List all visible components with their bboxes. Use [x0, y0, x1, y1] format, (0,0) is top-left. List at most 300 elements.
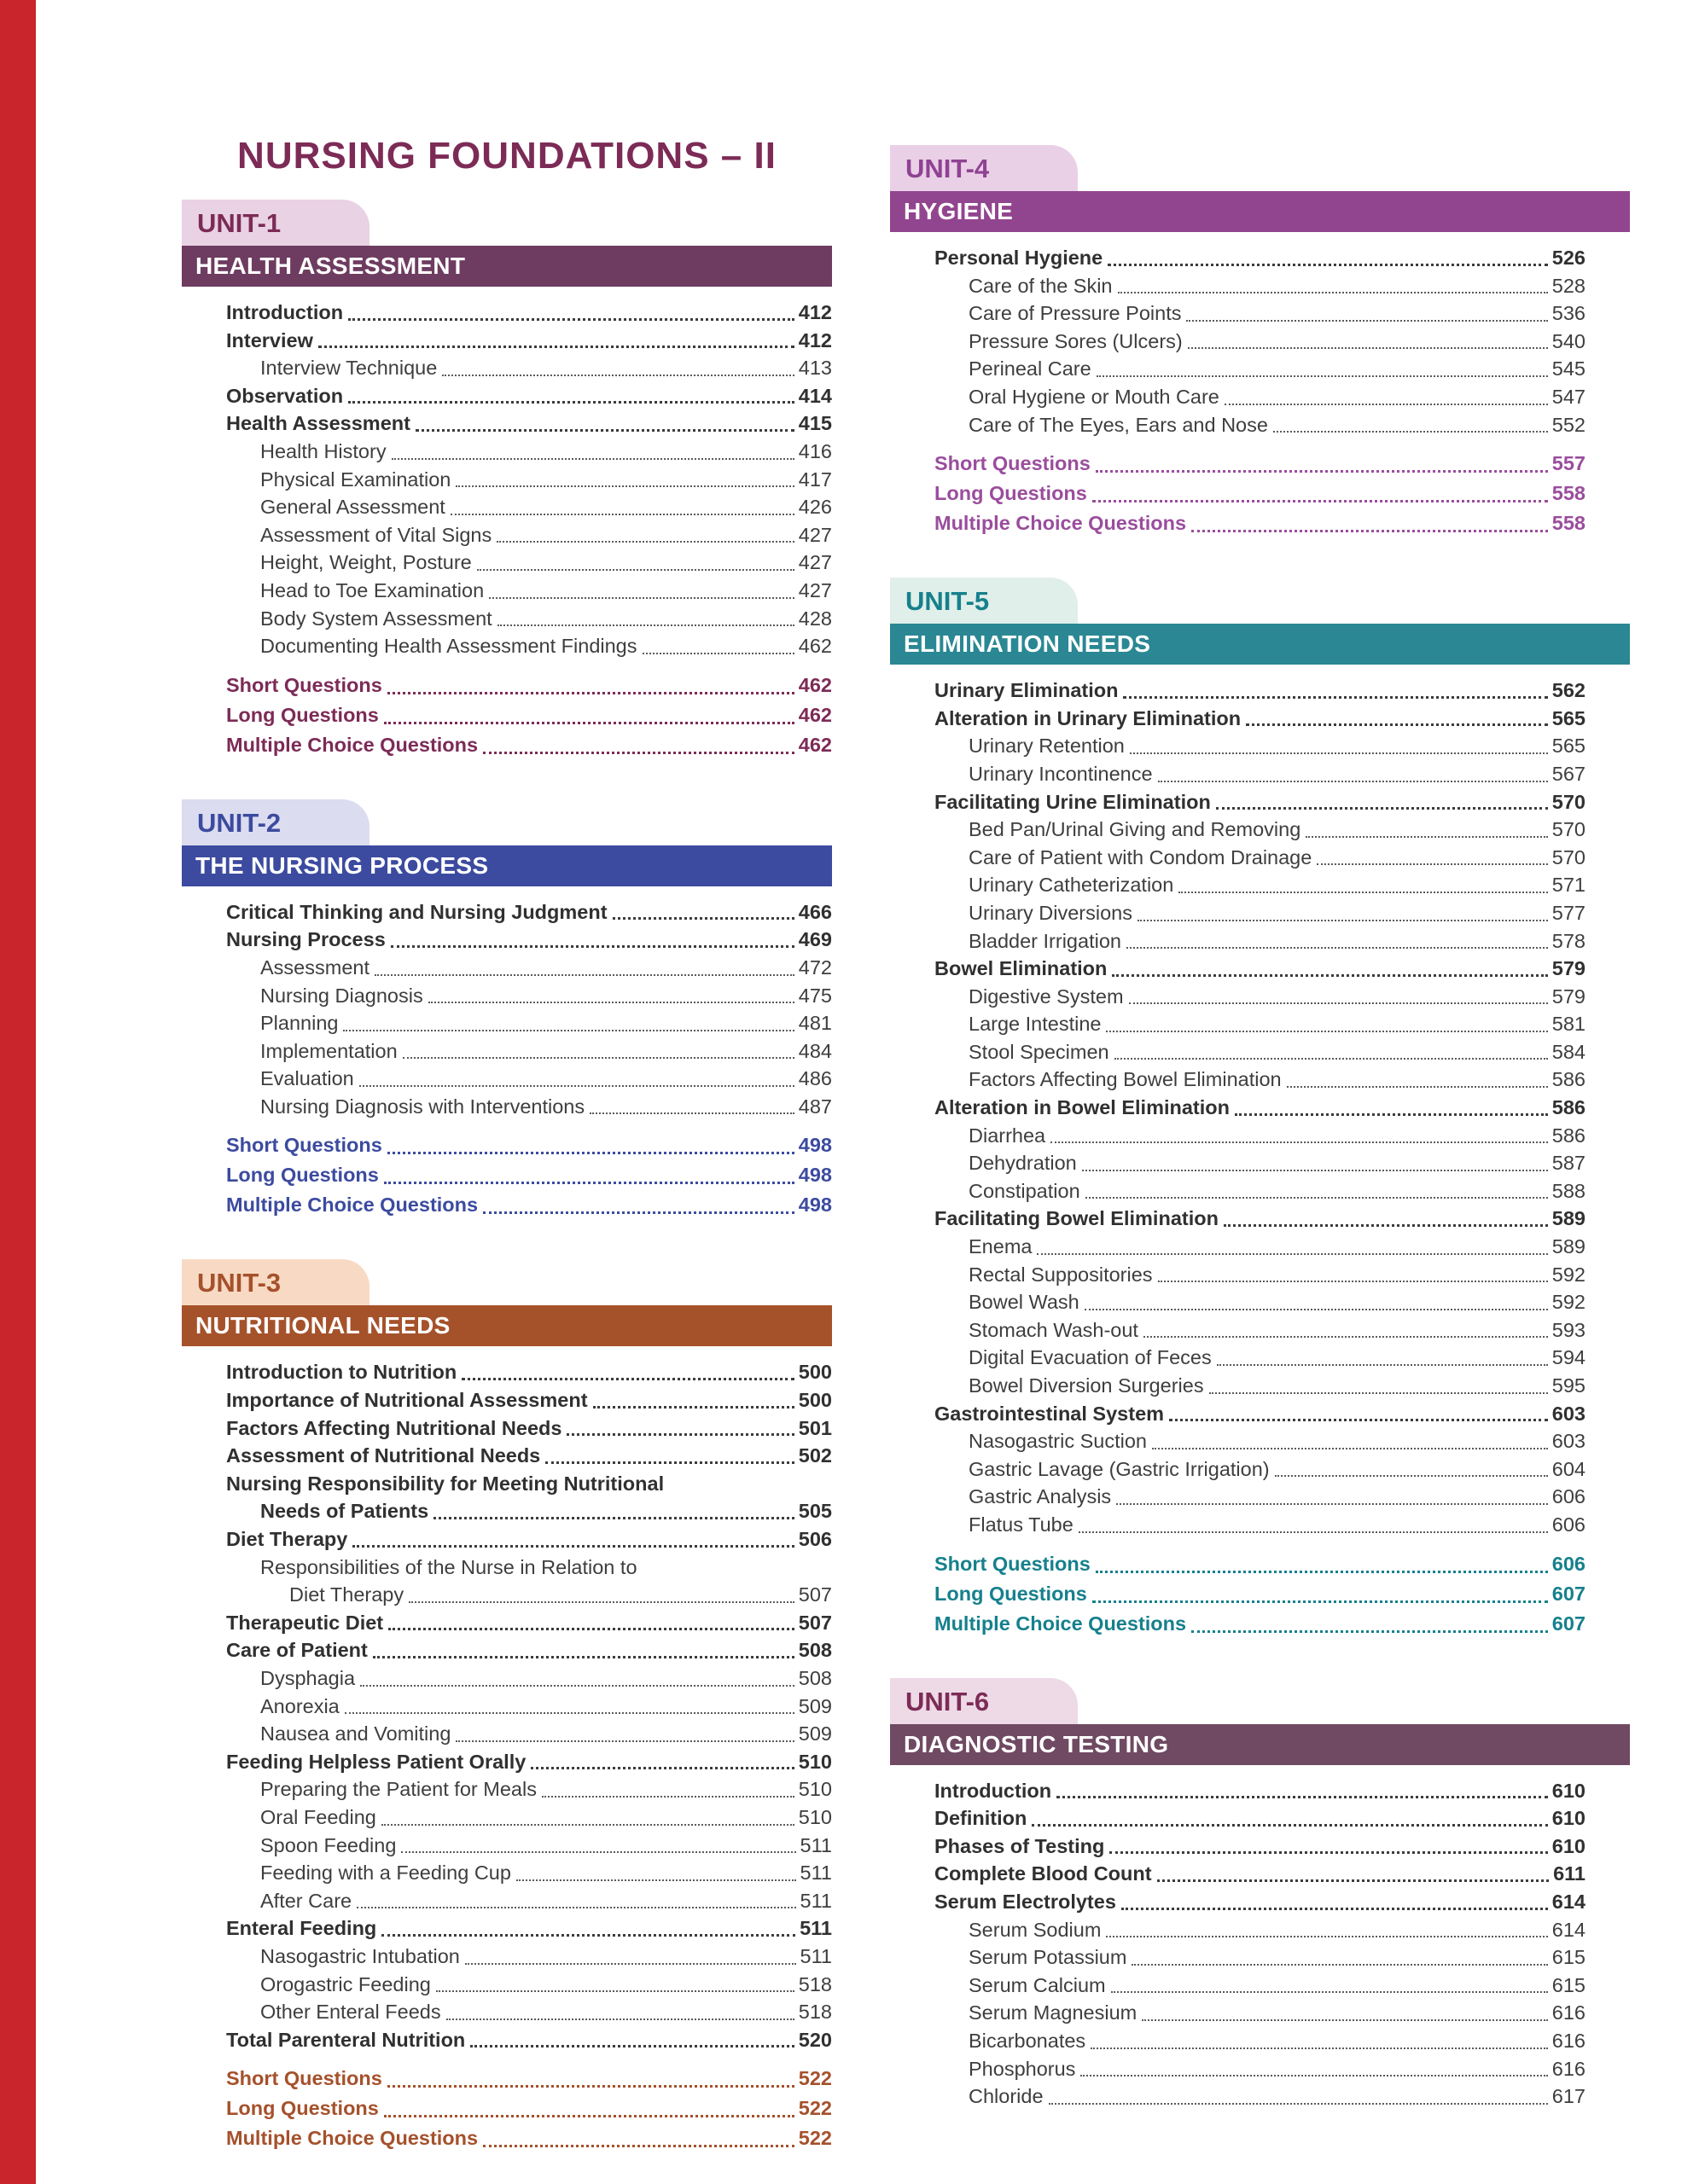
entry-label: Spoon Feeding	[260, 1833, 397, 1856]
page-number: 412	[798, 328, 832, 351]
dotted-leader	[384, 1182, 794, 1184]
dotted-leader	[1306, 836, 1548, 838]
dotted-leader	[1273, 431, 1548, 433]
toc-entry	[182, 1998, 832, 2026]
entry-label: Care of Patient with Condom Drainage	[969, 845, 1312, 868]
entry-label: Oral Feeding	[260, 1805, 376, 1828]
entry-label: Short Questions	[934, 452, 1091, 475]
left-column	[182, 135, 832, 2153]
toc-entry	[890, 1177, 1586, 1205]
page-number: 511	[800, 1889, 832, 1912]
page-number: 427	[798, 578, 832, 601]
page-number: 586	[1551, 1096, 1586, 1119]
dotted-leader	[373, 1656, 794, 1658]
page-number: 413	[798, 357, 832, 380]
page-number: 500	[798, 1389, 832, 1412]
entry-label: Short Questions	[226, 673, 382, 696]
entry-label: Factors Affecting Nutritional Needs	[226, 1416, 562, 1439]
dotted-leader	[1097, 375, 1548, 377]
toc-entry	[182, 954, 832, 982]
page-number: 603	[1551, 1402, 1586, 1425]
toc-entry	[890, 1400, 1586, 1428]
toc-entry	[890, 1010, 1586, 1038]
toc-entry	[890, 1288, 1586, 1316]
unit-section-unit-2	[182, 799, 832, 1221]
dotted-leader	[542, 1796, 794, 1798]
page-number: 565	[1551, 706, 1586, 729]
dotted-leader	[643, 653, 794, 654]
toc-entry	[890, 1261, 1586, 1289]
dotted-leader	[446, 2018, 794, 2020]
toc-question-entry	[182, 700, 832, 730]
unit-entries	[890, 1765, 1630, 2111]
entry-label: Nursing Diagnosis with Interventions	[260, 1095, 585, 1118]
dotted-leader	[1152, 1448, 1548, 1449]
page-number: 510	[798, 1805, 832, 1828]
dotted-leader	[409, 1601, 794, 1603]
page-number: 545	[1551, 357, 1586, 380]
entry-label: Nasogastric Intubation	[260, 1944, 460, 1967]
unit-questions	[182, 1130, 832, 1220]
toc-entry	[182, 1914, 832, 1943]
toc-entry	[182, 898, 832, 926]
page-number: 498	[798, 1194, 832, 1217]
entry-label: Feeding with a Feeding Cup	[260, 1862, 511, 1885]
page-number: 595	[1551, 1374, 1586, 1397]
dotted-leader	[593, 1406, 794, 1409]
toc-entry	[890, 899, 1586, 927]
page-number: 603	[1551, 1430, 1586, 1453]
toc-entry	[182, 1386, 832, 1414]
page-number: 428	[798, 607, 832, 630]
dotted-leader	[451, 514, 794, 515]
page-number: 606	[1551, 1513, 1586, 1536]
page-number: 610	[1551, 1807, 1586, 1830]
dotted-leader	[1225, 404, 1548, 405]
page-number: 475	[798, 984, 832, 1007]
entry-label: Nursing Diagnosis	[260, 984, 423, 1007]
toc-entry	[890, 927, 1586, 956]
entry-label: Oral Hygiene or Mouth Care	[969, 385, 1219, 408]
unit-title-bar: DIAGNOSTIC TESTING	[890, 1724, 1630, 1765]
dotted-leader	[1085, 1197, 1548, 1199]
dotted-leader	[1191, 1630, 1548, 1633]
dotted-leader	[1085, 1309, 1548, 1310]
dotted-leader	[387, 2085, 794, 2088]
toc-entry	[890, 1066, 1586, 1094]
dotted-leader	[489, 597, 794, 599]
page-number: 511	[800, 1862, 832, 1885]
entry-label: Observation	[226, 384, 344, 407]
entry-label: Urinary Catheterization	[969, 874, 1174, 897]
entry-label: Importance of Nutritional Assessment	[226, 1389, 588, 1412]
entry-label: Assessment of Nutritional Needs	[226, 1444, 541, 1467]
toc-entry	[182, 1664, 832, 1693]
toc-entry	[890, 299, 1586, 328]
toc-entry	[890, 2027, 1586, 2055]
page-number: 589	[1551, 1235, 1586, 1258]
page-number: 547	[1551, 385, 1586, 408]
page-number: 606	[1551, 1552, 1586, 1575]
toc-entry	[182, 354, 832, 382]
toc-entry	[890, 871, 1586, 899]
unit-tab: UNIT-5	[890, 578, 1078, 624]
dotted-leader	[1116, 1503, 1548, 1505]
entry-label: Rectal Suppositories	[969, 1263, 1153, 1286]
dotted-leader	[392, 458, 794, 460]
entry-label: Multiple Choice Questions	[934, 512, 1187, 535]
dotted-leader	[483, 2145, 794, 2147]
page-number: 606	[1551, 1485, 1586, 1508]
dotted-leader	[1106, 1936, 1547, 1937]
entry-label: Therapeutic Diet	[226, 1611, 384, 1634]
dotted-leader	[1138, 920, 1548, 921]
right-column	[890, 145, 1630, 2111]
entry-label: Alteration in Bowel Elimination	[934, 1096, 1230, 1119]
toc-entry	[182, 1065, 832, 1093]
page-number: 505	[798, 1500, 832, 1523]
page-number: 592	[1551, 1263, 1586, 1286]
entry-label: Large Intestine	[969, 1013, 1102, 1036]
toc-entry	[890, 788, 1586, 816]
page-number: 511	[800, 1833, 832, 1856]
unit-section-unit-4	[890, 145, 1630, 538]
dotted-leader	[1079, 1531, 1548, 1533]
toc-entry	[182, 1037, 832, 1066]
dotted-leader	[391, 945, 794, 948]
page-number: 487	[798, 1095, 832, 1118]
dotted-leader	[497, 541, 794, 543]
entry-label: Needs of Patients	[260, 1500, 429, 1523]
toc-question-entry	[890, 508, 1586, 538]
entry-label: Serum Electrolytes	[934, 1890, 1116, 1913]
unit-section-unit-3	[182, 1259, 832, 2153]
page-number: 607	[1551, 1582, 1586, 1605]
entry-label: Flatus Tube	[969, 1513, 1074, 1536]
dotted-leader	[1188, 347, 1548, 349]
dotted-leader	[1092, 1600, 1548, 1603]
dotted-leader	[345, 1712, 794, 1714]
toc-entry	[182, 1943, 832, 1971]
toc-entry	[182, 327, 832, 355]
page-number: 615	[1551, 1973, 1586, 1996]
entry-label: Personal Hygiene	[934, 247, 1103, 269]
entry-label: Head to Toe Examination	[260, 578, 485, 601]
page-number: 570	[1551, 818, 1586, 841]
entry-label: Long Questions	[226, 2097, 379, 2120]
dotted-leader	[1080, 2075, 1547, 2077]
dotted-leader	[613, 917, 794, 920]
toc-entry	[890, 1511, 1586, 1539]
unit-entries	[182, 287, 832, 660]
toc-entry	[182, 1887, 832, 1915]
toc-question-entry	[182, 2123, 832, 2153]
page-number: 614	[1551, 1918, 1586, 1941]
toc-entry	[182, 1414, 832, 1443]
dotted-leader	[1108, 264, 1548, 266]
dotted-leader	[1112, 974, 1547, 977]
toc-entry	[182, 1775, 832, 1804]
page-number: 522	[798, 2127, 832, 2150]
toc-entry	[890, 1205, 1586, 1233]
entry-label: Phases of Testing	[934, 1834, 1105, 1857]
entry-label: Total Parenteral Nutrition	[226, 2028, 466, 2051]
toc-entry	[182, 1358, 832, 1386]
dotted-leader	[442, 375, 794, 376]
toc-entry	[890, 983, 1586, 1011]
page-number: 578	[1551, 929, 1586, 952]
toc-question-entry	[890, 449, 1586, 479]
page-number: 508	[798, 1639, 832, 1662]
toc-entry	[182, 1525, 832, 1554]
dotted-leader	[1037, 1253, 1547, 1255]
unit-title-bar: THE NURSING PROCESS	[182, 845, 832, 886]
dotted-leader	[1082, 1170, 1548, 1171]
page-number: 417	[798, 468, 832, 491]
toc-entry	[182, 1609, 832, 1637]
dotted-leader	[1050, 1141, 1548, 1143]
toc-entry	[890, 1094, 1586, 1122]
page-number: 614	[1551, 1890, 1586, 1913]
entry-label: Nursing Responsibility for Meeting Nutritional	[226, 1472, 665, 1495]
unit-title-bar: HYGIENE	[890, 191, 1630, 232]
toc-entry	[890, 272, 1586, 300]
page-number: 594	[1551, 1346, 1586, 1369]
dotted-leader	[1287, 1086, 1548, 1088]
dotted-leader	[348, 401, 794, 404]
page-number: 589	[1551, 1207, 1586, 1230]
toc-entry	[182, 2026, 832, 2054]
dotted-leader	[1178, 892, 1547, 893]
entry-label: Multiple Choice Questions	[226, 2127, 479, 2150]
page-number: 607	[1551, 1612, 1586, 1635]
dotted-leader	[462, 1378, 794, 1380]
page-number: 571	[1551, 874, 1586, 897]
entry-label: Short Questions	[226, 2067, 382, 2090]
entry-label: Care of the Skin	[969, 274, 1113, 297]
entry-label: Bed Pan/Urinal Giving and Removing	[969, 818, 1301, 841]
toc-entry	[182, 1009, 832, 1037]
toc-entry	[890, 677, 1586, 705]
entry-label: Height, Weight, Posture	[260, 551, 472, 574]
entry-label: Multiple Choice Questions	[226, 1194, 479, 1217]
dotted-leader	[1224, 1224, 1548, 1227]
page-number: 462	[798, 703, 832, 726]
page-number: 507	[798, 1583, 832, 1606]
toc-entry	[182, 299, 832, 327]
dotted-leader	[375, 974, 794, 976]
entry-label: Digestive System	[969, 985, 1124, 1008]
entry-label: Care of Patient	[226, 1639, 368, 1662]
toc-entry	[182, 1693, 832, 1721]
entry-label: Introduction	[226, 301, 344, 323]
toc-entry	[182, 1971, 832, 1999]
page-number: 426	[798, 496, 832, 519]
entry-label: Planning	[260, 1012, 339, 1035]
dotted-leader	[1217, 1364, 1548, 1366]
page-number: 520	[798, 2028, 832, 2051]
entry-label: Interview	[226, 328, 313, 351]
dotted-leader	[1126, 947, 1548, 949]
page-number: 501	[798, 1416, 832, 1439]
dotted-leader	[1132, 1964, 1547, 1966]
entry-label: Enema	[969, 1235, 1033, 1258]
dotted-leader	[1216, 807, 1548, 810]
unit-title-bar: ELIMINATION NEEDS	[890, 624, 1630, 665]
entry-label: Perineal Care	[969, 357, 1091, 380]
page-number: 616	[1551, 2001, 1586, 2024]
unit-tab: UNIT-1	[182, 200, 369, 246]
page-number: 509	[798, 1722, 832, 1745]
entry-label: Bicarbonates	[969, 2029, 1086, 2052]
page-number: 526	[1551, 247, 1586, 269]
unit-section-unit-1	[182, 200, 832, 760]
dotted-leader	[1129, 1002, 1548, 1004]
entry-label: Dysphagia	[260, 1667, 356, 1689]
entry-label: After Care	[260, 1889, 352, 1912]
entry-label: Diarrhea	[969, 1124, 1046, 1147]
toc-entry	[182, 1093, 832, 1121]
toc-entry	[890, 732, 1586, 760]
dotted-leader	[387, 692, 794, 694]
dotted-leader	[1186, 320, 1547, 322]
entry-label: Multiple Choice Questions	[226, 733, 479, 756]
toc-entry	[182, 632, 832, 660]
dotted-leader	[531, 1767, 794, 1769]
toc-question-entry	[890, 1579, 1586, 1609]
entry-label: Long Questions	[934, 1582, 1087, 1605]
dotted-leader	[343, 1030, 794, 1031]
page-number: 518	[798, 2001, 832, 2024]
page-number: 510	[798, 1750, 832, 1773]
toc-entry	[182, 382, 832, 410]
unit-questions	[182, 671, 832, 760]
entry-label: Introduction to Nutrition	[226, 1361, 457, 1384]
toc-entry	[890, 328, 1586, 356]
page-number: 522	[798, 2097, 832, 2120]
dotted-leader	[428, 1002, 794, 1003]
page-number: 610	[1551, 1834, 1586, 1857]
toc-question-entry	[182, 671, 832, 700]
toc-entry	[890, 1916, 1586, 1944]
dotted-leader	[1091, 2048, 1548, 2049]
page-number: 616	[1551, 2057, 1586, 2080]
toc-entry	[890, 1833, 1586, 1861]
page-number: 562	[1551, 679, 1586, 702]
entry-label: Factors Affecting Bowel Elimination	[969, 1068, 1282, 1091]
dotted-leader	[348, 318, 794, 321]
entry-label: Dehydration	[969, 1152, 1077, 1175]
dotted-leader	[1106, 1031, 1547, 1032]
unit-entries	[182, 886, 832, 1121]
page-number: 507	[798, 1611, 832, 1634]
entry-label: Urinary Retention	[969, 735, 1125, 758]
entry-label: Serum Magnesium	[969, 2001, 1138, 2024]
toc-entry	[182, 1859, 832, 1887]
dotted-leader	[1209, 1392, 1548, 1394]
dotted-leader	[433, 1517, 794, 1519]
unit-title-bar: HEALTH ASSESSMENT	[182, 246, 832, 287]
toc-entry	[182, 521, 832, 549]
page-number: 592	[1551, 1291, 1586, 1314]
entry-label: Health History	[260, 439, 387, 462]
page-number: 511	[800, 1917, 832, 1940]
toc-entry	[890, 1149, 1586, 1177]
toc-entry	[890, 1804, 1586, 1833]
entry-label: Facilitating Urine Elimination	[934, 790, 1211, 813]
toc-entry	[182, 1748, 832, 1776]
toc-entry	[182, 466, 832, 494]
page-number: 498	[798, 1134, 832, 1157]
dotted-leader	[1032, 1824, 1547, 1827]
entry-label: Serum Calcium	[969, 1973, 1106, 1996]
toc-entry	[890, 1999, 1586, 2027]
page-number: 565	[1551, 735, 1586, 758]
page-number: 567	[1551, 762, 1586, 785]
toc-entry	[182, 438, 832, 466]
toc-question-entry	[890, 479, 1586, 508]
dotted-leader	[1111, 1991, 1548, 1993]
entry-label: General Assessment	[260, 496, 445, 519]
entry-label: Physical Examination	[260, 468, 451, 491]
toc-entry	[890, 1483, 1586, 1511]
toc-entry	[890, 2082, 1586, 2111]
toc-question-entry	[890, 1609, 1586, 1639]
toc-question-entry	[182, 2094, 832, 2123]
dotted-leader	[1056, 1796, 1548, 1798]
unit-tab: UNIT-3	[182, 1259, 369, 1305]
toc-entry	[890, 760, 1586, 788]
toc-entry	[890, 1777, 1586, 1805]
unit-tab: UNIT-4	[890, 145, 1078, 191]
dotted-leader	[1158, 1281, 1548, 1282]
page-number: 508	[798, 1667, 832, 1689]
dotted-leader	[1157, 1879, 1550, 1882]
dotted-leader	[470, 2045, 794, 2048]
page-number: 536	[1551, 302, 1586, 325]
page-number: 581	[1551, 1013, 1586, 1036]
dotted-leader	[1049, 2103, 1548, 2105]
toc-entry	[182, 1636, 832, 1664]
page-number: 484	[798, 1039, 832, 1062]
entry-label: Digital Evacuation of Feces	[969, 1346, 1212, 1369]
toc-entry	[182, 493, 832, 521]
toc-entry	[890, 383, 1586, 411]
unit-section-unit-6	[890, 1678, 1630, 2111]
page-number: 557	[1551, 452, 1586, 475]
page-number: 500	[798, 1361, 832, 1384]
entry-label: Long Questions	[934, 482, 1087, 505]
page-number: 472	[798, 956, 832, 979]
page-number: 498	[798, 1164, 832, 1187]
left-units-container	[182, 200, 832, 2153]
dotted-leader	[483, 752, 794, 754]
toc-entry	[182, 1804, 832, 1832]
entry-label: Health Assessment	[226, 412, 410, 435]
entry-label: Anorexia	[260, 1694, 340, 1717]
entry-label: Orogastric Feeding	[260, 1972, 431, 1995]
page-edge-stripe	[0, 0, 36, 2184]
toc-entry	[890, 1344, 1586, 1372]
page-number: 584	[1551, 1040, 1586, 1063]
entry-label: Facilitating Bowel Elimination	[934, 1207, 1219, 1230]
toc-entry	[182, 1554, 832, 1582]
page-number: 570	[1551, 790, 1586, 813]
entry-label: Complete Blood Count	[934, 1862, 1152, 1885]
page-number: 611	[1553, 1862, 1586, 1885]
page-number: 577	[1551, 901, 1586, 924]
toc-entry	[890, 1860, 1586, 1888]
